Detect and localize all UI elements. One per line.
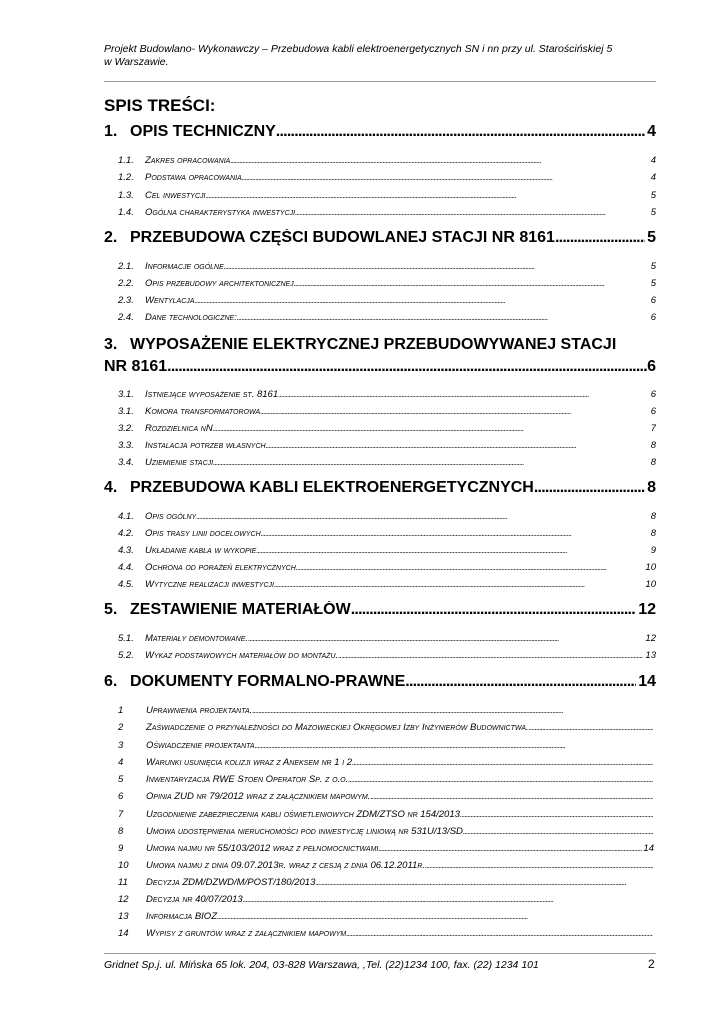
dot-leader [248,633,643,643]
section-title: Opis ogólny [145,511,197,522]
toc-chapter-4[interactable] [104,479,656,501]
section-page: 9 [650,545,656,556]
section-title: Ogólna charakterystyka inwestycji [145,207,296,218]
document-title: Informacja BIOZ [146,911,218,922]
toc-section-2-1[interactable] [118,261,656,273]
dot-leader [274,579,643,589]
section-number: 5.2. [118,650,134,661]
section-page: 12 [645,633,656,644]
document-number: 3 [118,740,124,751]
dot-leader [294,278,649,288]
chapter-number: 1. [104,123,118,140]
dot-leader [405,673,636,691]
section-title: Instalacja potrzeb własnych [145,440,266,451]
dot-leader [167,356,647,378]
toc-section-3-3[interactable] [118,440,656,452]
document-number: 6 [118,791,124,802]
section-page: 8 [650,457,656,468]
toc-section-2-2[interactable] [118,278,656,290]
toc-section-4-3[interactable] [118,545,656,557]
section-number: 1.1. [118,155,134,166]
toc-document-8[interactable] [118,826,654,838]
dot-leader [463,826,653,836]
toc-section-5-1[interactable] [118,633,656,645]
section-page: 13 [645,650,656,661]
document-page: 14 [643,843,654,854]
document-number: 8 [118,826,124,837]
document-title: Umowa udostępnienia nieruchomości pod inwestycję liniową nr 531U/13/SD [146,826,463,837]
chapter-number: 6. [104,673,118,690]
section-number: 2.2. [118,278,134,289]
dot-leader [196,511,648,521]
section-title: Opis przebudowy architektonicznej [145,278,294,289]
dot-leader [555,229,645,247]
dot-leader [266,440,649,450]
section-number: 3.1. [118,406,134,417]
section-number: 1.3. [118,190,134,201]
toc-section-1-2[interactable] [118,172,656,184]
document-title: Inwentaryzacja RWE Stoen Operator Sp. z o.o. [146,774,349,785]
header-line-1: Projekt Budowlano- Wykonawczy – Przebudowa kabli elektroenergetycznych SN i nn przy ul. Starościńskiej 5 [104,43,613,55]
chapter-title: ZESTAWIENIE MATERIAŁÓW [130,601,351,618]
toc-section-3-2[interactable] [118,423,656,435]
toc-section-1-1[interactable] [118,155,656,167]
dot-leader [230,155,648,165]
document-number: 4 [118,757,124,768]
chapter-title-line-2 [104,356,656,378]
dot-leader [194,295,648,305]
chapter-page: 6 [647,358,656,375]
document-title: Zaświadczenie o przynależności do Mazowieckiej Okręgowej Izby Inżynierów Budownictwa. [146,722,529,733]
section-number: 4.5. [118,579,134,590]
chapter-title-cont: NR 8161 [104,358,168,375]
toc-document-5[interactable] [118,774,654,786]
section-page: 10 [645,562,656,573]
toc-section-2-3[interactable] [118,295,656,307]
dot-leader [255,740,653,750]
document-title: Uzgodnienie zabezpieczenia kabli oświetleniowych ZDM/ZTSO nr 154/2013 [146,809,460,820]
section-title: Wytyczne realizacji inwestycji [145,579,274,590]
dot-leader [213,423,649,433]
dot-leader [295,207,649,217]
section-title: Cel inwestycji [145,190,206,201]
toc-title: SPIS TREŚCI: [104,96,216,115]
toc-document-13[interactable] [118,911,654,923]
chapter-page: 14 [638,673,656,690]
chapter-number: 3. [104,336,118,353]
dot-leader [237,312,649,322]
dot-leader [278,389,649,399]
section-number: 3.1. [118,389,134,400]
document-number: 9 [118,843,124,854]
section-title: Rozdzielnica nN [145,423,213,434]
dot-leader [348,774,653,784]
section-number: 5.1. [118,633,134,644]
dot-leader [529,722,653,732]
section-title: Istniejące wyposażenie st. 8161 [145,389,279,400]
dot-leader [224,261,649,271]
chapter-title: WYPOSAŻENIE ELEKTRYCZNEJ PRZEBUDOWYWANEJ STACJI [130,336,617,353]
section-number: 3.2. [118,423,134,434]
section-page: 10 [645,579,656,590]
section-number: 3.4. [118,457,134,468]
dot-leader [217,911,653,921]
section-page: 6 [650,406,656,417]
section-title: Wentylacja [145,295,195,306]
chapter-page: 8 [647,479,656,496]
toc-section-3-4[interactable] [118,457,656,469]
document-number: 5 [118,774,124,785]
section-page: 5 [650,190,656,201]
toc-document-9[interactable] [118,843,654,855]
section-number: 2.1. [118,261,134,272]
dot-leader [315,877,653,887]
document-title: Opinia ZUD nr 79/2012 wraz z załącznikiem mapowym. [146,791,371,802]
chapter-title: PRZEBUDOWA KABLI ELEKTROENERGETYCZNYCH [130,479,534,496]
toc-document-4[interactable] [118,757,654,769]
document-number: 12 [118,894,129,905]
section-page: 6 [650,389,656,400]
toc-section-4-5[interactable] [118,579,656,591]
chapter-page: 5 [647,229,656,246]
dot-leader [351,601,636,619]
dot-leader [338,650,643,660]
dot-leader [256,545,648,555]
section-title: Zakres opracowania [145,155,231,166]
toc-section-2-4[interactable] [118,312,656,324]
section-title: Ochrona od porażeń elektrycznych [145,562,296,573]
page-footer: Gridnet Sp.j. ul. Mińska 65 lok. 204, 03-828 Warszawa, ,Tel. (22)1234 100, fax. (22) 1234 101 [104,959,539,971]
dot-leader [378,843,642,853]
chapter-title: PRZEBUDOWA CZĘŚCI BUDOWLANEJ STACJI NR 8161 [130,229,555,246]
chapter-page: 4 [647,123,656,140]
section-number: 1.2. [118,172,134,183]
toc-section-1-3[interactable] [118,190,656,202]
document-title: Warunki usunięcia kolizji wraz z Aneksem nr 1 i 2 [146,757,353,768]
dot-leader [352,757,653,767]
dot-leader [296,562,644,572]
toc-chapter-3[interactable] [104,334,656,378]
toc-section-3-1b[interactable] [118,406,656,418]
section-number: 3.3. [118,440,134,451]
section-title: Komora transformatorowa [145,406,261,417]
dot-leader [460,809,653,819]
document-title: Umowa najmu nr 55/103/2012 wraz z pełnomocnictwami [146,843,379,854]
document-number: 14 [118,928,129,939]
section-title: Układanie kabla w wykopie [145,545,257,556]
section-page: 5 [650,261,656,272]
toc-document-12[interactable] [118,894,654,906]
dot-leader [260,406,649,416]
toc-chapter-2[interactable] [104,229,656,251]
section-page: 8 [650,528,656,539]
toc-chapter-1[interactable] [104,123,656,145]
header-divider [104,81,656,82]
document-number: 7 [118,809,124,820]
toc-document-1[interactable] [118,705,654,717]
chapter-number: 2. [104,229,118,246]
dot-leader [252,705,653,715]
document-number: 10 [118,860,129,871]
section-title: Podstawa opracowania [145,172,242,183]
document-title: Wypisy z gruntów wraz z załącznikiem mapowym [146,928,347,939]
dot-leader [534,479,645,497]
section-page: 5 [650,207,656,218]
section-title: Uziemienie stacji [145,457,214,468]
section-page: 4 [650,155,656,166]
section-number: 1.4. [118,207,134,218]
section-number: 4.2. [118,528,134,539]
toc-section-5-2[interactable] [118,650,656,662]
section-title: Dane technologiczne: [145,312,237,323]
toc-chapter-6[interactable] [104,673,656,695]
document-title: Oświadczenie projektanta [146,740,255,751]
section-page: 4 [650,172,656,183]
toc-document-11[interactable] [118,877,654,889]
chapter-title: DOKUMENTY FORMALNO-PRAWNE [130,673,406,690]
section-page: 7 [650,423,656,434]
section-page: 6 [650,312,656,323]
page-number: 2 [648,957,655,971]
dot-leader [242,172,649,182]
chapter-page: 12 [638,601,656,618]
section-title: Wykaz podstawowych materiałów do montażu. [145,650,339,661]
dot-leader [261,528,649,538]
section-number: 2.3. [118,295,134,306]
document-title: Decyzja nr 40/07/2013 [146,894,243,905]
footer-divider [104,953,656,954]
section-page: 5 [650,278,656,289]
section-number: 2.4. [118,312,134,323]
section-number: 4.4. [118,562,134,573]
section-page: 8 [650,440,656,451]
toc-document-6[interactable] [118,791,654,803]
document-number: 11 [118,877,128,888]
chapter-title-line-1 [104,334,656,356]
chapter-title: OPIS TECHNICZNY [130,123,276,140]
dot-leader [243,894,653,904]
document-title: Uprawnienia projektanta. [146,705,253,716]
toc-document-14[interactable] [118,928,654,940]
dot-leader [425,860,653,870]
toc-document-7[interactable] [118,809,654,821]
chapter-number: 5. [104,601,118,618]
toc-section-3-1a[interactable] [118,389,656,401]
document-title: Decyzja ZDM/DZWD/M/POST/180/2013 [146,877,316,888]
toc-chapter-5[interactable] [104,601,656,623]
dot-leader [205,190,648,200]
document-number: 1 [118,705,124,716]
dot-leader [276,123,645,141]
dot-leader [213,457,649,467]
toc-section-4-2[interactable] [118,528,656,540]
document-title: Umowa najmu z dnia 09.07.2013r. wraz z cesją z dnia 06.12.2011r. [146,860,426,871]
toc-document-2[interactable] [118,722,654,734]
toc-section-4-4[interactable] [118,562,656,574]
section-number: 4.1. [118,511,134,522]
document-number: 2 [118,722,124,733]
section-title: Materiały demontowane. [145,633,249,644]
dot-leader [346,928,653,938]
toc-section-1-4[interactable] [118,207,656,219]
section-page: 8 [650,511,656,522]
header-line-2: w Warszawie. [104,55,169,68]
document-number: 13 [118,911,129,922]
chapter-number: 4. [104,479,118,496]
section-title: Opis trasy linii docelowych [145,528,261,539]
toc-section-4-1[interactable] [118,511,656,523]
dot-leader [370,791,653,801]
toc-document-10[interactable] [118,860,654,872]
toc-document-3[interactable] [118,740,654,752]
page-header [104,43,644,68]
section-page: 6 [650,295,656,306]
section-number: 4.3. [118,545,134,556]
section-title: Informacje ogólne [145,261,224,272]
